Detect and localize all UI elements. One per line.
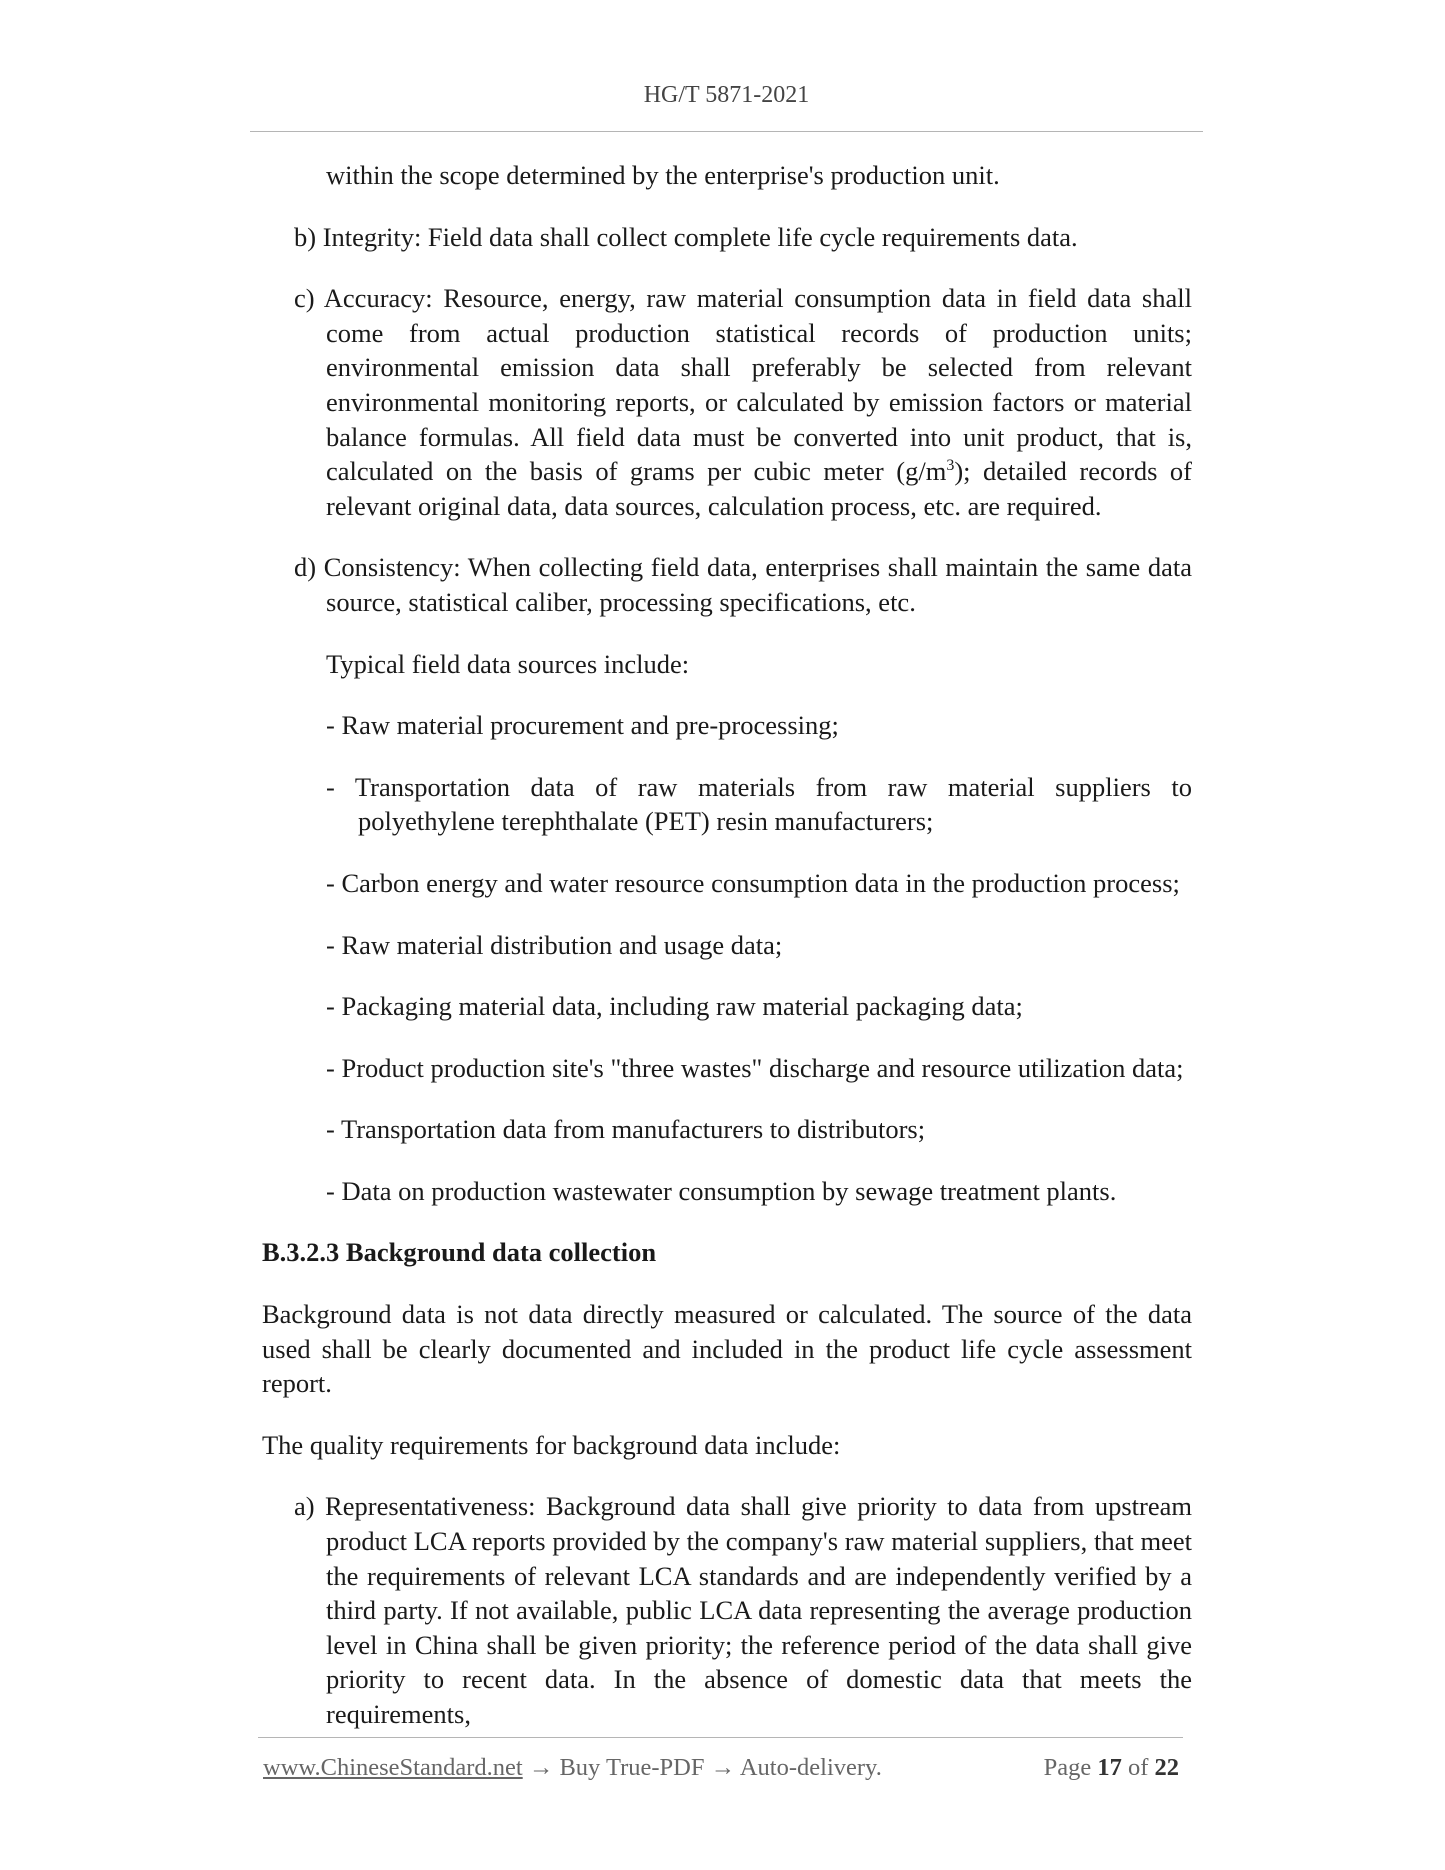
source-item: - Data on production wastewater consumption by sewage treatment plants. — [326, 1175, 1117, 1206]
source-item: - Raw material procurement and pre-processing; — [326, 710, 839, 741]
list-item-consistency: d) Consistency: When collecting field data, enterprises shall maintain the same data source, statistical caliber, processing specifications, etc. — [294, 552, 1192, 617]
of-label: of — [1127, 1754, 1149, 1781]
source-item: - Transportation data from manufacturers to distributors; — [326, 1114, 926, 1145]
total-pages: 22 — [1154, 1754, 1179, 1781]
accuracy-text-end: ); detailed records of relevant original data, data sources, calculation process, etc. are required. — [326, 456, 1192, 521]
document-header: HG/T 5871-2021 — [643, 82, 810, 108]
header-divider — [250, 131, 1203, 132]
source-item: - Transportation data of raw materials from raw material suppliers to polyethylene terephthalate (PET) resin manufacturers; — [326, 771, 1192, 837]
continued-paragraph: within the scope determined by the enterprise's production unit. — [326, 160, 1000, 190]
list-item-integrity: b) Integrity: Field data shall collect complete life cycle requirements data. — [294, 221, 1078, 252]
promo-text: → Buy True-PDF → Auto-delivery. — [522, 1754, 882, 1781]
page-footer — [263, 1754, 1183, 1782]
list-item-accuracy — [262, 281, 1192, 523]
accuracy-text: c) Accuracy: Resource, energy, raw material consumption data in field data shall come from actual production statistical records of production units; environmental emission data shall preferably be selected from relevant environmental monitoring reports, or calculated by emission factors or material balance formulas. All field data must be converted into unit product, that is, calculated on the basis of grams per cubic meter (g/m — [294, 283, 1192, 487]
page-indicator — [1044, 1754, 1179, 1782]
current-page: 17 — [1097, 1754, 1122, 1781]
source-item: - Carbon energy and water resource consumption data in the production process; — [326, 867, 1180, 898]
source-item: - Packaging material data, including raw material packaging data; — [326, 991, 1023, 1022]
footer-divider — [258, 1737, 1183, 1738]
section-heading: B.3.2.3 Background data collection — [262, 1237, 657, 1268]
page-label: Page — [1043, 1754, 1092, 1781]
background-paragraph: Background data is not data directly measured or calculated. The source of the data used shall be clearly documented and included in the product life cycle assessment report. — [262, 1299, 1192, 1399]
document-body — [262, 158, 1192, 1759]
source-item: - Product production site's "three wastes" discharge and resource utilization data; — [326, 1052, 1184, 1083]
source-item: - Raw material distribution and usage data; — [326, 929, 783, 960]
superscript: 3 — [946, 457, 955, 475]
typical-sources-intro: Typical field data sources include: — [326, 648, 690, 679]
website-link[interactable]: www.ChineseStandard.net — [263, 1754, 523, 1781]
quality-intro: The quality requirements for background data include: — [262, 1429, 841, 1460]
list-item-representativeness: a) Representativeness: Background data shall give priority to data from upstream product LCA reports provided by the company's raw material suppliers, that meet the requirements of relevant LCA standards and are independently verified by a third party. If not available, public LCA data representing the average production level in China shall be given priority; the reference period of the data shall give priority to recent data. In the absence of domestic data that meets the requirements, — [294, 1491, 1192, 1729]
